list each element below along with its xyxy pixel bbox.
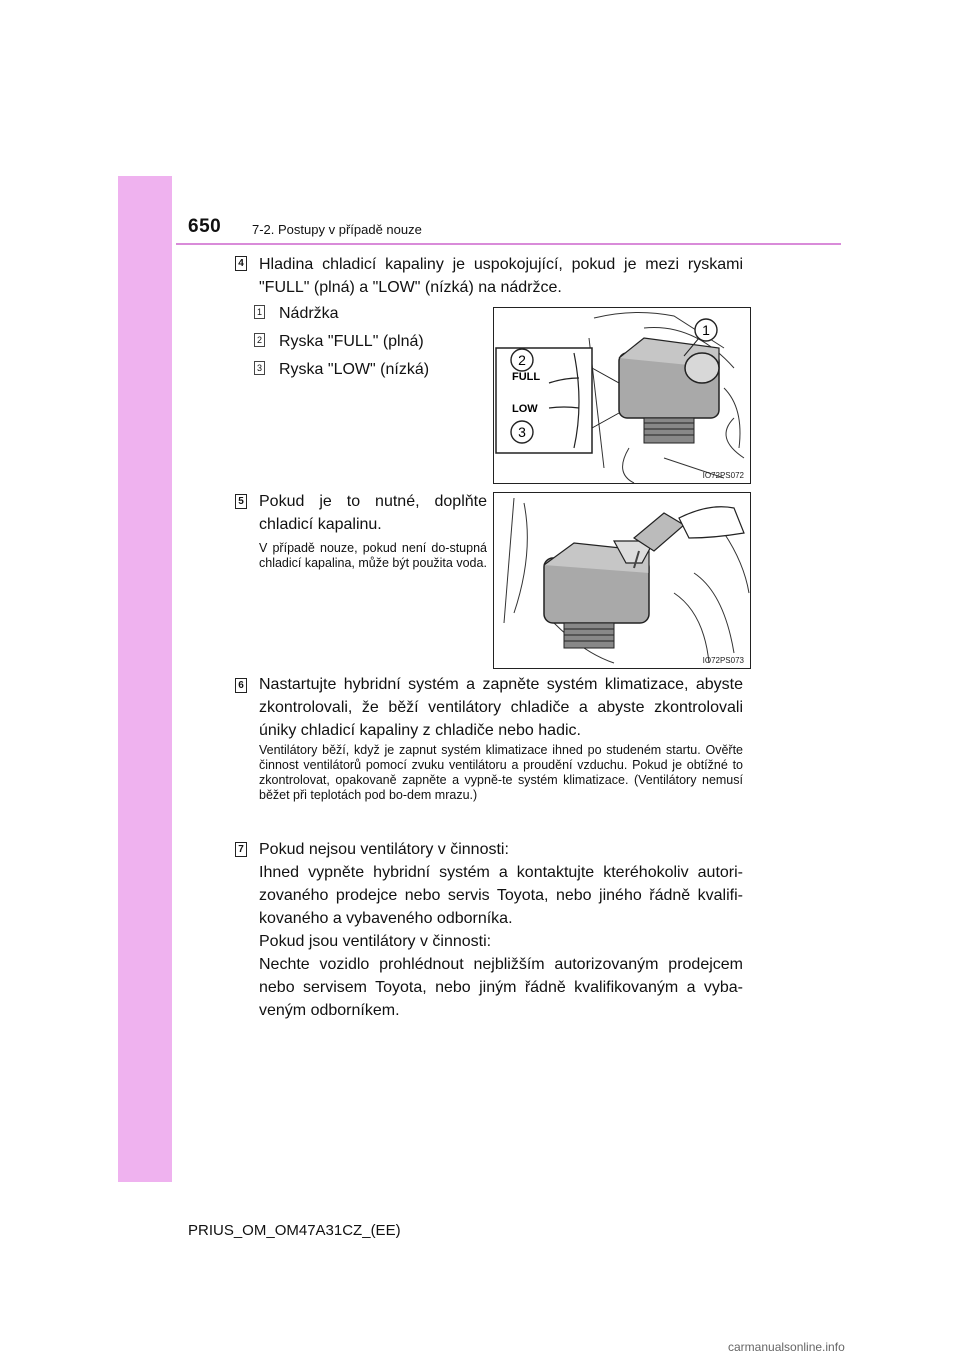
step-5-text: Pokud je to nutné, doplňte chladicí kapalinu. — [259, 493, 487, 533]
figure-code-073: IO72PS073 — [702, 656, 744, 665]
callout-number-2: 2 — [254, 333, 265, 347]
step-4-text: Hladina chladicí kapaliny je uspokojující, pokud je mezi ryskami "FULL" (plná) a "LOW" (nízká) na nádržce. — [259, 256, 743, 296]
figure-mark-full: FULL — [512, 371, 541, 383]
step-5-note: V případě nouze, pokud není do-stupná chladicí kapalina, může být použita voda. — [259, 541, 487, 570]
section-title: 7-2. Postupy v případě nouze — [252, 222, 422, 237]
figure-callout-3 — [511, 421, 533, 443]
step-6-note: Ventilátory běží, když je zapnut systém klimatizace ihned po studeném startu. Ověřte činnost ventilátorů pomocí zvuku ventilátoru a proudění vzduchu. Pokud je obtížné to zkontrolovat, opakovaně zapněte a vypně-te systém klimatizace. (Ventilátory nemusí běžet při teplotách pod bo-dem mrazu.) — [259, 743, 743, 802]
watermark: carmanualsonline.info — [728, 1340, 845, 1354]
figure-adding-coolant — [493, 492, 751, 669]
step-7-action-running: Nechte vozidlo prohlédnout nejbližším autorizovaným prodejcem nebo servisem Toyota, nebo jiným řádně kvalifikovaným a vyba-veným odborníkem. — [259, 956, 743, 1019]
chapter-sidebar-tab — [118, 176, 172, 1182]
callout-label-full-line: Ryska "FULL" (plná) — [279, 333, 424, 350]
callout-label-low-line: Ryska "LOW" (nízká) — [279, 361, 430, 378]
document-code: PRIUS_OM_OM47A31CZ_(EE) — [188, 1222, 401, 1239]
svg-text:2: 2 — [518, 352, 526, 368]
figure-code-072: IO72PS072 — [702, 471, 744, 480]
figure-coolant-reservoir — [493, 307, 751, 484]
callout-number-3: 3 — [254, 361, 265, 375]
callout-number-1: 1 — [254, 305, 265, 319]
step-number-6: 6 — [235, 678, 247, 693]
svg-text:3: 3 — [518, 424, 526, 440]
step-number-7: 7 — [235, 842, 247, 857]
svg-text:1: 1 — [702, 322, 710, 338]
step-7-condition-not-running: Pokud nejsou ventilátory v činnosti: — [259, 841, 509, 858]
adding-coolant-illustration — [494, 493, 750, 668]
callout-label-reservoir: Nádržka — [279, 305, 339, 322]
page-number: 650 — [188, 216, 222, 237]
figure-callout-2 — [511, 349, 533, 371]
step-7-condition-running: Pokud jsou ventilátory v činnosti: — [259, 933, 492, 950]
coolant-reservoir-illustration — [494, 308, 750, 483]
step-6-text: Nastartujte hybridní systém a zapněte systém klimatizace, abyste zkontrolovali, že běží ventilátory chladiče a abyste zkontrolovali úniky chladicí kapaliny z chladiče nebo hadic. — [259, 676, 743, 739]
figure-mark-low: LOW — [512, 403, 538, 415]
step-number-4: 4 — [235, 256, 247, 271]
step-7-action-not-running: Ihned vypněte hybridní systém a kontaktujte kteréhokoliv autori-zovaného prodejce nebo servis Toyota, nebo jiného řádně kvalifi-kovaného a vybaveného odborníka. — [259, 864, 743, 927]
step-number-5: 5 — [235, 494, 247, 509]
header-divider — [176, 243, 841, 245]
